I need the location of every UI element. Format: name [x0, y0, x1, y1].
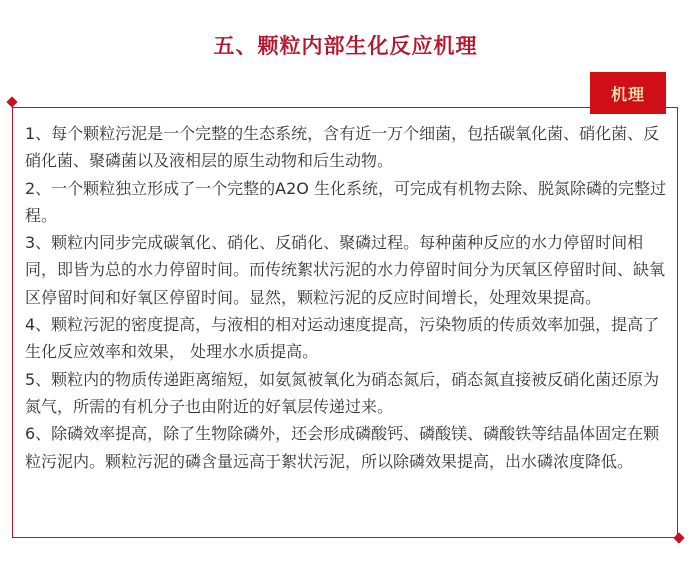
paragraph-3: 3、颗粒内同步完成碳氧化、硝化、反硝化、聚磷过程。每种菌种反应的水力停留时间相同，即皆为总的水力停留时间。而传统絮状污泥的水力停留时间分为厌氧区停留时间、缺氧区停留时间和好氧区停留时间。显然，颗粒污泥的反应时间增长，处理效果提高。	[25, 233, 666, 307]
paragraph-6: 6、除磷效率提高，除了生物除磷外，还会形成磷酸钙、磷酸镁、磷酸铁等结晶体固定在颗粒污泥内。颗粒污泥的磷含量远高于絮状污泥，所以除磷效果提高，出水磷浓度降低。	[25, 424, 660, 471]
mechanism-tag: 机理	[590, 72, 666, 114]
content-body	[25, 120, 671, 475]
section-title: 五、颗粒内部生化反应机理	[213, 34, 478, 58]
diamond-ornament-icon	[6, 96, 17, 107]
paragraph-4: 4、颗粒污泥的密度提高，与液相的相对运动速度提高，污染物质的传质效率加强，提高了生化反应效率和效果， 处理水水质提高。	[25, 315, 660, 362]
paragraph-1: 1、每个颗粒污泥是一个完整的生态系统，含有近一万个细菌，包括碳氧化菌、硝化菌、反硝化菌、聚磷菌以及液相层的原生动物和后生动物。	[25, 124, 660, 171]
paragraph-5: 5、颗粒内的物质传递距离缩短，如氨氮被氧化为硝态氮后，硝态氮直接被反硝化菌还原为氮气，所需的有机分子也由附近的好氧层传递过来。	[25, 369, 660, 416]
paragraph-2: 2、一个颗粒独立形成了一个完整的A2O 生化系统，可完成有机物去除、脱氮除磷的完整过程。	[25, 178, 666, 225]
